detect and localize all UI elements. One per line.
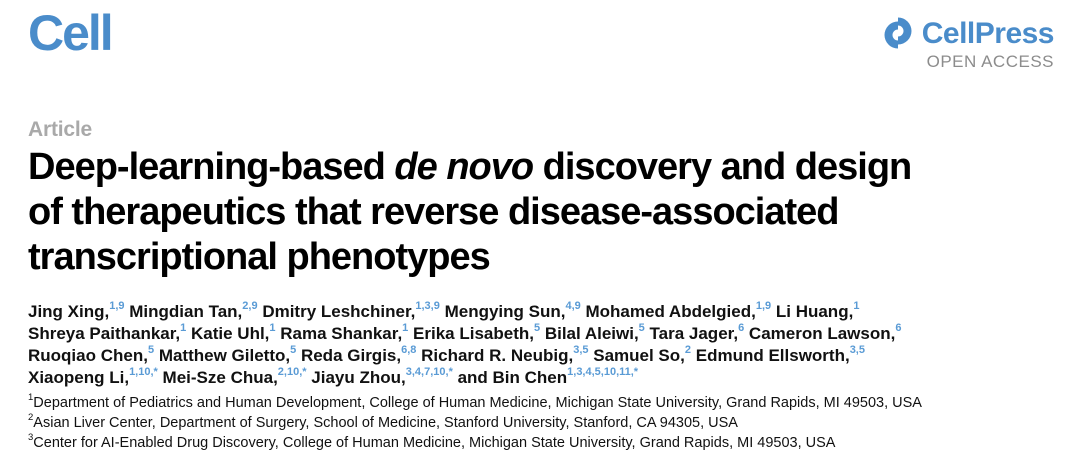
article-title <box>28 145 1052 280</box>
author-affiliation-superscript: 6 <box>895 322 902 335</box>
author-affiliation-superscript: 6 <box>738 322 745 335</box>
article-title-line: Deep-learning-based de novo discovery and design <box>28 146 912 188</box>
author-name: Richard R. Neubig, <box>421 346 574 365</box>
author-affiliation-superscript: 2 <box>684 344 691 357</box>
author-affiliation-superscript: 5 <box>638 322 645 335</box>
cell-journal-logo: Cell <box>28 5 112 61</box>
affiliation-number-superscript: 1 <box>28 392 34 404</box>
title-italic-phrase: de novo <box>394 146 534 188</box>
author-name: Jing Xing, <box>28 302 110 321</box>
author-affiliation-superscript: 1,10,* <box>129 366 158 379</box>
affiliation-list <box>28 393 1052 453</box>
open-access-label: OPEN ACCESS <box>926 52 1054 71</box>
author-affiliation-superscript: 6,8 <box>401 344 417 357</box>
author-name: Edmund Ellsworth, <box>695 346 850 365</box>
author-name: Mingdian Tan, <box>129 302 243 321</box>
author-affiliation-superscript: 3,5 <box>573 344 589 357</box>
author-affiliation-superscript: 1 <box>269 322 276 335</box>
affiliation-item: $^3$Center for AI-Enabled Drug Discovery, College of Human Medicine, Michigan State University, Grand Rapids, MI 49503, USA <box>28 432 836 451</box>
author-line <box>28 367 1052 389</box>
author-name: Rama Shankar, <box>280 324 403 343</box>
author-affiliation-superscript: 3,5 <box>849 344 865 357</box>
author-name: Li Huang, <box>775 302 854 321</box>
author-affiliation-superscript: 1 <box>853 300 860 313</box>
page-header <box>0 0 1080 88</box>
author-affiliation-superscript: 1,3,4,5,10,11,* <box>567 366 639 379</box>
author-name: Erika Lisabeth, <box>413 324 534 343</box>
author-affiliation-superscript: 1 <box>180 322 187 335</box>
author-affiliation-superscript: 5 <box>533 322 541 335</box>
article-front-matter <box>0 118 1080 453</box>
author-name: Katie Uhl, <box>191 324 270 343</box>
affiliation-item: $^1$Department of Pediatrics and Human Development, College of Human Medicine, Michigan State University, Grand Rapids, MI 49503, USA <box>28 392 922 411</box>
author-list <box>28 301 1052 389</box>
author-name: Tara Jager, <box>649 324 739 343</box>
author-affiliation-superscript: 3,4,7,10,* <box>405 366 453 379</box>
author-affiliation-superscript: 5 <box>147 344 155 357</box>
author-affiliation-superscript: 2,9 <box>242 300 258 313</box>
author-affiliation-superscript: 5 <box>290 344 297 357</box>
affiliation-number-superscript: 3 <box>28 432 34 444</box>
affiliation-number-superscript: 2 <box>28 412 34 424</box>
article-title-line: transcriptional phenotypes <box>28 236 490 278</box>
author-name: Xiaopeng Li, <box>28 368 130 387</box>
author-name: Samuel So, <box>593 346 685 365</box>
author-name: Matthew Giletto, <box>158 346 291 365</box>
author-line <box>28 301 1052 323</box>
author-line <box>28 323 1052 345</box>
author-line <box>28 345 1052 367</box>
cellpress-wordmark: CellPress <box>921 16 1054 50</box>
author-name: Mohamed Abdelgied, <box>585 302 756 321</box>
author-name: Reda Girgis, <box>300 346 402 365</box>
author-affiliation-superscript: 1,9 <box>109 300 125 313</box>
article-type-label: Article <box>28 118 92 141</box>
author-name: Jiayu Zhou, <box>311 368 406 387</box>
author-affiliation-superscript: 2,10,* <box>277 366 307 379</box>
article-title-line: of therapeutics that reverse disease-associated <box>28 191 839 233</box>
author-name: Cameron Lawson, <box>748 324 896 343</box>
author-name: Ruoqiao Chen, <box>28 346 148 365</box>
author-name: Mei-Sze Chua, <box>162 368 278 387</box>
cellpress-logo-icon <box>881 16 915 50</box>
author-name: and Bin Chen <box>457 368 568 387</box>
cellpress-block <box>881 16 1054 72</box>
cellpress-row <box>881 16 1054 50</box>
affiliation-item: $^2$Asian Liver Center, Department of Surgery, School of Medicine, Stanford University, Stanford, CA 94305, USA <box>28 412 738 431</box>
author-name: Mengying Sun, <box>444 302 566 321</box>
author-name: Shreya Paithankar, <box>28 324 181 343</box>
author-affiliation-superscript: 1,9 <box>755 300 772 313</box>
author-affiliation-superscript: 1,3,9 <box>415 300 440 313</box>
author-name: Dmitry Leshchiner, <box>262 302 416 321</box>
author-affiliation-superscript: 4,9 <box>565 300 581 313</box>
author-affiliation-superscript: 1 <box>402 322 409 335</box>
author-name: Bilal Aleiwi, <box>544 324 639 343</box>
